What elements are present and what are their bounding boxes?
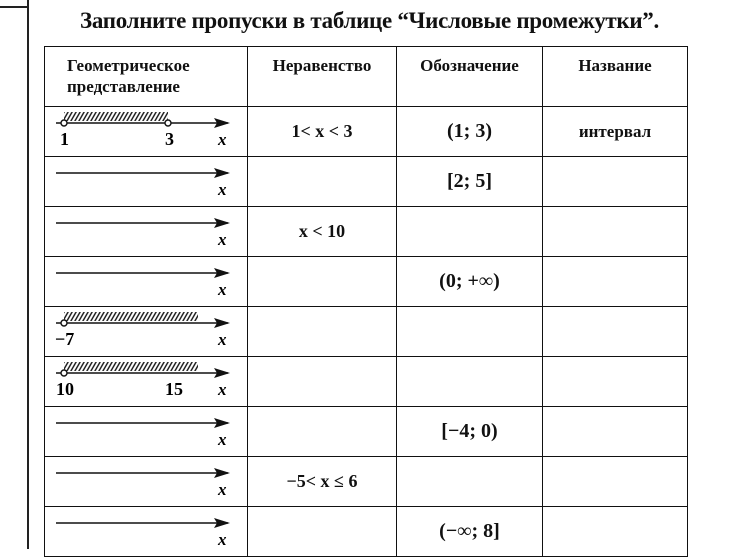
number-line [46,407,246,451]
table-row [45,407,688,457]
table-row [45,157,688,207]
geometric-cell [45,107,248,157]
axis-variable-label: x [218,180,227,199]
geometric-cell [45,157,248,207]
axis-variable-label: x [218,530,227,549]
inequality-cell [248,157,397,207]
number-line [46,357,246,401]
intervals-table [44,46,688,557]
number-line [46,157,246,201]
geometric-cell [45,407,248,457]
geometric-cell [45,457,248,507]
inequality-cell: −5< x ≤ 6 [248,457,397,507]
notation-cell: [−4; 0) [397,407,543,457]
inequality-cell [248,257,397,307]
header-notation: Обозначение [397,47,543,107]
right-endpoint-label: 15 [165,379,183,399]
header-name: Название [543,47,688,107]
margin-vertical-line [27,0,29,549]
table-row [45,257,688,307]
page-title: Заполните пропуски в таблице “Числовые промежутки”. [80,8,659,33]
header-inequality: Неравенство [248,47,397,107]
name-cell [543,257,688,307]
name-cell [543,407,688,457]
axis-variable-label: x [218,280,227,299]
table-row [45,307,688,357]
axis-variable-label: x [218,380,227,399]
table-row [45,207,688,257]
geometric-cell [45,207,248,257]
shaded-interval [64,312,198,321]
left-endpoint-label: −7 [55,329,75,349]
geometric-cell [45,257,248,307]
notation-cell [397,307,543,357]
table-row [45,457,688,507]
shaded-interval [64,362,198,371]
table-row [45,507,688,557]
number-line [46,507,246,551]
inequality-cell: 1< x < 3 [248,107,397,157]
notation-cell: (−∞; 8] [397,507,543,557]
open-point [165,120,171,126]
header-geometric: Геометрическое представление [45,47,248,107]
inequality-cell [248,407,397,457]
name-cell [543,507,688,557]
open-point [61,320,67,326]
inequality-cell [248,357,397,407]
table-row [45,107,688,157]
axis-variable-label: x [218,230,227,249]
number-line [46,307,246,351]
name-cell: интервал [543,107,688,157]
notation-cell [397,357,543,407]
number-line [46,107,246,151]
axis-variable-label: x [218,430,227,449]
margin-top-line [0,6,27,8]
name-cell [543,207,688,257]
inequality-cell [248,507,397,557]
notation-cell: (1; 3) [397,107,543,157]
open-point [61,120,67,126]
number-line [46,257,246,301]
open-point [61,370,67,376]
axis-variable-label: x [218,130,227,149]
geometric-cell [45,357,248,407]
number-line [46,457,246,501]
shaded-interval [64,112,168,121]
name-cell [543,457,688,507]
right-endpoint-label: 3 [165,129,174,149]
inequality-cell [248,307,397,357]
name-cell [543,357,688,407]
name-cell [543,157,688,207]
inequality-cell: x < 10 [248,207,397,257]
axis-variable-label: x [218,480,227,499]
table-row [45,357,688,407]
left-endpoint-label: 1 [60,129,69,149]
notation-cell [397,457,543,507]
notation-cell: [2; 5] [397,157,543,207]
header-row [45,47,688,107]
notation-cell [397,207,543,257]
left-endpoint-label: 10 [56,379,74,399]
geometric-cell [45,507,248,557]
axis-variable-label: x [218,330,227,349]
notation-cell: (0; +∞) [397,257,543,307]
name-cell [543,307,688,357]
number-line [46,207,246,251]
geometric-cell [45,307,248,357]
